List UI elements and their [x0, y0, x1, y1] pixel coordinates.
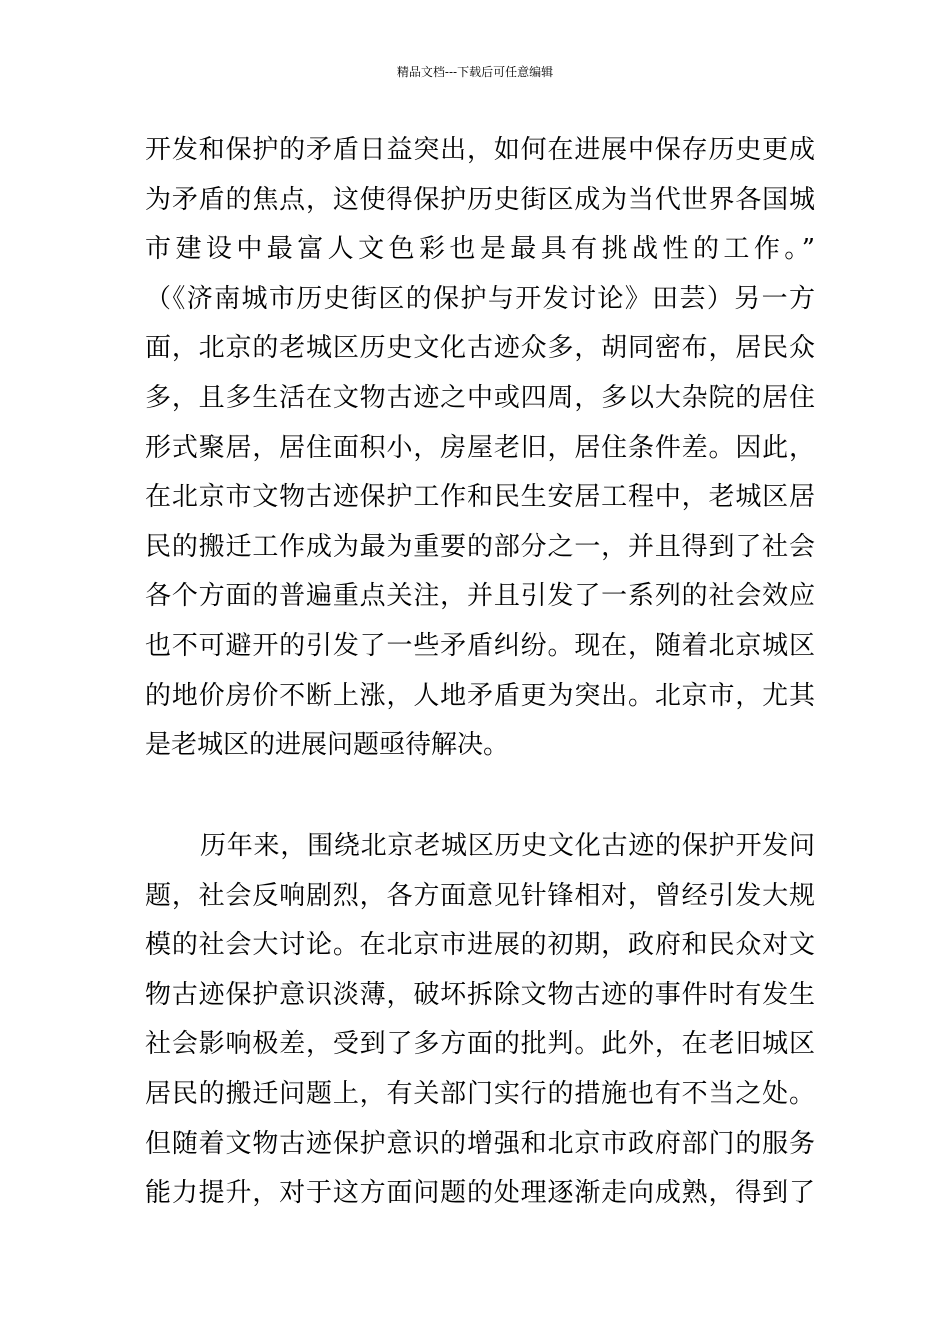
- text-line: 社会影响极差，受到了多方面的批判。此外，在老旧城区: [145, 1029, 815, 1060]
- text-line: 但随着文物古迹保护意识的增强和北京市政府部门的服务: [145, 1128, 815, 1159]
- text-line: 的地价房价不断上涨，人地矛盾更为突出。北京市，尤其: [145, 680, 815, 711]
- text-line: 模的社会大讨论。在北京市进展的初期，政府和民众对文: [145, 930, 815, 961]
- text-line: 民的搬迁工作成为最为重要的部分之一，并且得到了社会: [145, 531, 815, 562]
- text-line: 也不可避开的引发了一些矛盾纠纷。现在，随着北京城区: [145, 630, 815, 661]
- text-line: 各个方面的普遍重点关注，并且引发了一系列的社会效应: [145, 581, 815, 612]
- text-line: 开发和保护的矛盾日益突出，如何在进展中保存历史更成: [145, 135, 815, 165]
- text-line: 多，且多生活在文物古迹之中或四周，多以大杂院的居住: [145, 382, 815, 413]
- page-header: 精品文档---下载后可任意编辑: [396, 65, 554, 79]
- text-line: 历年来，围绕北京老城区历史文化古迹的保护开发问: [200, 831, 815, 861]
- text-line: 居民的搬迁问题上，有关部门实行的措施也有不当之处。: [145, 1078, 815, 1109]
- text-line: （《济南城市历史街区的保护与开发讨论》田芸）另一方: [145, 283, 815, 314]
- text-line: 市建设中最富人文色彩也是最具有挑战性的工作。”: [145, 234, 815, 265]
- text-line: 面，北京的老城区历史文化古迹众多，胡同密布，居民众: [145, 333, 815, 364]
- text-line: 为矛盾的焦点，这使得保护历史街区成为当代世界各国城: [145, 184, 815, 215]
- text-line: 形式聚居，居住面积小，房屋老旧，居住条件差。因此，: [145, 432, 815, 463]
- text-line: 物古迹保护意识淡薄，破坏拆除文物古迹的事件时有发生: [145, 979, 815, 1010]
- text-line: 能力提升，对于这方面问题的处理逐渐走向成熟，得到了: [145, 1178, 815, 1209]
- text-line: 在北京市文物古迹保护工作和民生安居工程中，老城区居: [145, 482, 815, 513]
- text-line: 题，社会反响剧烈，各方面意见针锋相对，曾经引发大规: [145, 880, 815, 911]
- text-line: 是老城区的进展问题亟待解决。: [145, 730, 510, 761]
- paragraph-2: [145, 822, 815, 1219]
- paragraph-1: [145, 126, 815, 771]
